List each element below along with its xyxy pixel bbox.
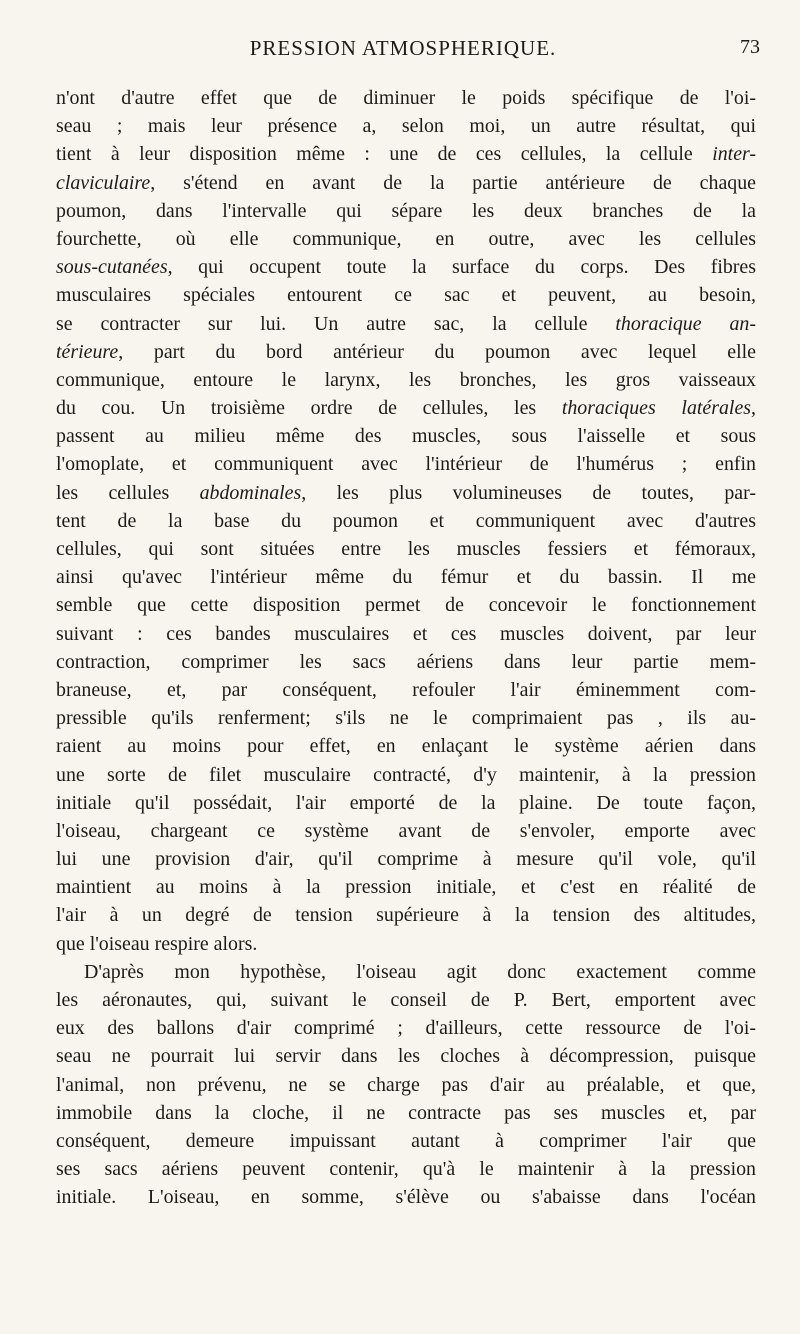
italic-term: thoraciques latérales bbox=[561, 397, 752, 420]
text-run: seau ; mais leur présence a, selon moi, un autre résultat, qui bbox=[56, 115, 756, 138]
text-line bbox=[56, 84, 756, 112]
text-run: , part du bord antérieur du poumon avec lequel elle bbox=[118, 340, 756, 363]
text-run: maintient au moins à la pression initiale, et c'est en réalité de bbox=[56, 876, 756, 899]
italic-term: sous-cutanées bbox=[56, 256, 168, 279]
text-line bbox=[56, 1155, 756, 1183]
text-run: tient à leur disposition même : une de ces cellules, la cellule bbox=[56, 143, 713, 166]
italic-term: claviculaire bbox=[56, 171, 151, 194]
text-run: fourchette, où elle communique, en outre, avec les cellules bbox=[56, 227, 756, 250]
running-title: PRESSION ATMOSPHERIQUE. bbox=[249, 36, 557, 60]
text-line bbox=[56, 648, 756, 676]
italic-term: térieure bbox=[56, 340, 119, 363]
text-run: les aéronautes, qui, suivant le conseil de P. Bert, emportent avec bbox=[56, 989, 756, 1011]
text-run: l'omoplate, et communiquent avec l'intérieur de l'humérus ; enfin bbox=[56, 453, 756, 476]
text-line bbox=[56, 676, 756, 704]
text-run: conséquent, demeure impuissant autant à comprimer l'air que bbox=[56, 1129, 756, 1152]
text-run: suivant : ces bandes musculaires et ces muscles doivent, par leur bbox=[56, 622, 756, 645]
text-run: passent au milieu même des muscles, sous l'aisselle et sous bbox=[56, 425, 756, 448]
page-number: 73 bbox=[740, 36, 760, 58]
text-line bbox=[56, 1127, 756, 1155]
italic-term: abdominales bbox=[199, 481, 302, 504]
text-run: , les plus volumineuses de toutes, par- bbox=[301, 481, 756, 504]
text-line bbox=[56, 197, 756, 225]
text-run: pressible qu'ils renferment; s'ils ne le comprimaient pas , ils au- bbox=[56, 707, 756, 730]
text-run: immobile dans la cloche, il ne contracte pas ses muscles et, par bbox=[56, 1101, 756, 1124]
text-line bbox=[56, 1071, 756, 1099]
text-line bbox=[56, 422, 756, 450]
text-run: braneuse, et, par conséquent, refouler l'air éminemment com- bbox=[56, 678, 756, 701]
text-run: ses sacs aériens peuvent contenir, qu'à le maintenir à la pression bbox=[56, 1158, 756, 1181]
text-run: , bbox=[751, 397, 756, 420]
text-line bbox=[56, 450, 756, 478]
text-run: l'animal, non prévenu, ne se charge pas d'air au préalable, et que, bbox=[56, 1073, 756, 1096]
text-line bbox=[56, 761, 756, 789]
text-line bbox=[56, 563, 756, 591]
text-run: seau ne pourrait lui servir dans les cloches à décompression, puisque bbox=[56, 1045, 756, 1068]
text-run: raient au moins pour effet, en enlaçant le système aérien dans bbox=[56, 735, 756, 758]
text-run: lui une provision d'air, qu'il comprime à mesure qu'il vole, qu'il bbox=[56, 848, 756, 871]
text-run: se contracter sur lui. Un autre sac, la cellule bbox=[56, 312, 616, 335]
text-run: musculaires spéciales entourent ce sac et peuvent, au besoin, bbox=[56, 284, 756, 307]
text-line bbox=[56, 140, 756, 168]
text-run: initiale. L'oiseau, en somme, s'élève ou s'abaisse dans l'océan bbox=[56, 1186, 756, 1209]
italic-term: thoracique an- bbox=[615, 312, 756, 335]
text-line bbox=[56, 225, 756, 253]
text-run: l'oiseau, chargeant ce système avant de s'envoler, emporte avec bbox=[56, 819, 756, 842]
text-line bbox=[56, 732, 756, 760]
text-line bbox=[56, 873, 756, 901]
text-line bbox=[56, 789, 756, 817]
text-run: une sorte de filet musculaire contracté, d'y maintenir, à la pression bbox=[56, 763, 756, 786]
text-line bbox=[56, 169, 756, 197]
text-line bbox=[56, 845, 756, 873]
text-line bbox=[56, 310, 756, 338]
text-line bbox=[56, 901, 756, 929]
text-line bbox=[56, 704, 756, 732]
body-text bbox=[56, 84, 756, 1212]
text-run: cellules, qui sont situées entre les muscles fessiers et fémoraux, bbox=[56, 538, 756, 560]
text-run: du cou. Un troisième ordre de cellules, les bbox=[56, 397, 562, 420]
text-line bbox=[56, 507, 756, 535]
text-run: tent de la base du poumon et communiquent avec d'autres bbox=[56, 509, 756, 532]
text-line bbox=[56, 986, 756, 1014]
text-run: l'air à un degré de tension supérieure à la tension des altitudes, bbox=[56, 904, 756, 927]
text-run: , s'étend en avant de la partie antérieure de chaque bbox=[150, 171, 756, 194]
text-line bbox=[56, 1014, 756, 1042]
text-line bbox=[56, 479, 756, 507]
text-run: n'ont d'autre effet que de diminuer le poids spécifique de l'oi- bbox=[56, 87, 756, 109]
text-run: eux des ballons d'air comprimé ; d'ailleurs, cette ressource de l'oi- bbox=[56, 1017, 756, 1040]
text-run: , qui occupent toute la surface du corps. Des fibres bbox=[167, 256, 756, 279]
text-run: D'après mon hypothèse, l'oiseau agit donc exactement comme bbox=[84, 960, 756, 983]
text-run: les cellules bbox=[56, 481, 200, 504]
text-run: communique, entoure le larynx, les bronches, les gros vaisseaux bbox=[56, 368, 756, 391]
page-header bbox=[46, 36, 760, 64]
text-line bbox=[56, 112, 756, 140]
text-line bbox=[56, 591, 756, 619]
text-line bbox=[56, 1183, 756, 1211]
text-line bbox=[56, 620, 756, 648]
text-line bbox=[56, 1042, 756, 1070]
text-run: contraction, comprimer les sacs aériens dans leur partie mem- bbox=[56, 650, 756, 673]
text-line bbox=[56, 958, 756, 986]
text-line bbox=[56, 338, 756, 366]
text-line bbox=[56, 1099, 756, 1127]
text-run: semble que cette disposition permet de concevoir le fonctionnement bbox=[56, 594, 756, 617]
text-run: initiale qu'il possédait, l'air emporté de la plaine. De toute façon, bbox=[56, 791, 756, 814]
text-line bbox=[56, 930, 756, 958]
text-line bbox=[56, 817, 756, 845]
text-line bbox=[56, 535, 756, 563]
text-line bbox=[56, 253, 756, 281]
italic-term: inter- bbox=[712, 143, 756, 166]
text-line bbox=[56, 281, 756, 309]
text-line bbox=[56, 394, 756, 422]
text-run: ainsi qu'avec l'intérieur même du fémur et du bassin. Il me bbox=[56, 566, 756, 589]
text-line bbox=[56, 366, 756, 394]
text-run: poumon, dans l'intervalle qui sépare les deux branches de la bbox=[56, 199, 756, 222]
text-run: que l'oiseau respire alors. bbox=[56, 932, 258, 955]
